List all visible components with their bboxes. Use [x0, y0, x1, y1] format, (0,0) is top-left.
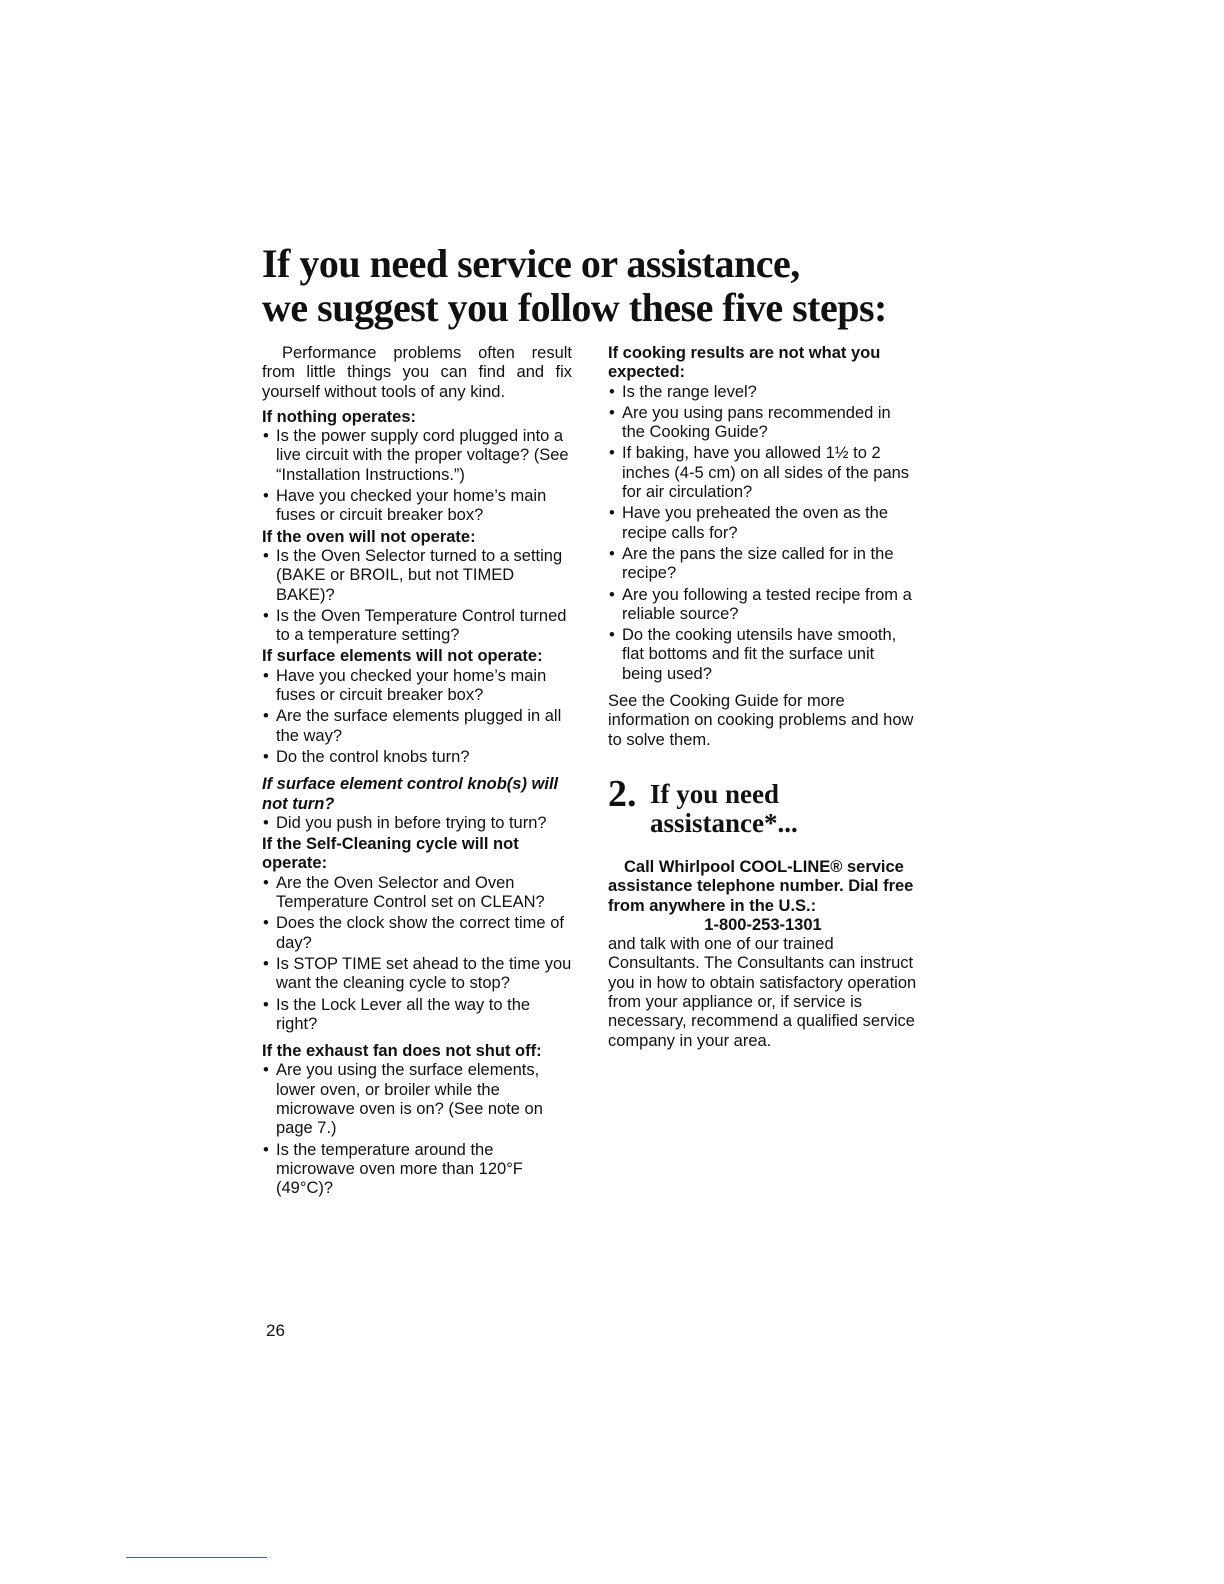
list-item: • Are the surface elements plugged in all the way?	[262, 707, 572, 746]
see-also-paragraph: See the Cooking Guide for more information on cooking problems and how to solve them.	[608, 692, 914, 749]
bullet-list	[262, 1061, 572, 1198]
section-heading: If the exhaust fan does not shut off:	[262, 1042, 542, 1061]
list-item: • Are the pans the size called for in the recipe?	[608, 545, 918, 584]
title-line-1: If you need service or assistance,	[262, 241, 800, 286]
bullet-list	[608, 383, 918, 684]
list-item: • Does the clock show the correct time of day?	[262, 914, 572, 953]
bullet-list	[262, 427, 572, 525]
list-item: • Is the Oven Temperature Control turned to a temperature setting?	[262, 607, 572, 646]
bullet-list	[262, 667, 572, 767]
footer-rule	[126, 1557, 267, 1558]
step-2-heading	[608, 772, 918, 844]
bullet-list	[262, 814, 572, 833]
section-heading: If the oven will not operate:	[262, 527, 476, 546]
assistance-paragraph: and talk with one of our trained Consultants. The Consultants can instruct you in how to obtain satisfactory operation from your appliance or, if service is necessary, recommend a qualified service company in your area.	[608, 935, 917, 1050]
section-heading: If the Self-Cleaning cycle will not operate:	[262, 835, 519, 873]
list-item: • Do the control knobs turn?	[262, 748, 572, 767]
step-title: If you need assistance*...	[650, 778, 798, 838]
cool-line-callout: Call Whirlpool COOL-LINE® service assistance telephone number. Dial free from anywhere in the U.S.:	[608, 857, 914, 915]
list-item: • Is the Oven Selector turned to a setting (BAKE or BROIL, but not TIMED BAKE)?	[262, 547, 572, 605]
intro-paragraph: Performance problems often result from little things you can find and fix yourself without tools of any kind.	[262, 344, 572, 401]
title-line-2: we suggest you follow these five steps:	[262, 285, 887, 330]
list-item: • Are the Oven Selector and Oven Temperature Control set on CLEAN?	[262, 874, 572, 913]
list-item: • Are you following a tested recipe from a reliable source?	[608, 586, 918, 625]
bullet-list	[262, 547, 572, 645]
bullet-list	[262, 874, 572, 1034]
list-item: • If baking, have you allowed 1½ to 2 inches (4-5 cm) on all sides of the pans for air circulation?	[608, 444, 918, 502]
right-column	[608, 344, 918, 1051]
list-item: • Is the power supply cord plugged into a live circuit with the proper voltage? (See “Installation Instructions.”)	[262, 427, 572, 485]
section-heading: If cooking results are not what you expected:	[608, 344, 881, 382]
list-item: • Did you push in before trying to turn?	[262, 814, 572, 833]
page-title	[262, 242, 962, 330]
list-item: • Do the cooking utensils have smooth, flat bottoms and fit the surface unit being used?	[608, 626, 918, 684]
left-column	[262, 344, 572, 1200]
list-item: • Is the range level?	[608, 383, 918, 402]
list-item: • Have you preheated the oven as the recipe calls for?	[608, 504, 918, 543]
list-item: • Is the Lock Lever all the way to the right?	[262, 996, 572, 1035]
list-item: • Are you using the surface elements, lower oven, or broiler while the microwave oven is on? (See note on page 7.)	[262, 1061, 572, 1138]
list-item: • Is STOP TIME set ahead to the time you want the cleaning cycle to stop?	[262, 955, 572, 994]
page-number: 26	[266, 1321, 285, 1340]
section-heading: If surface element control knob(s) will not turn?	[262, 775, 559, 813]
step-number: 2.	[608, 772, 637, 815]
section-heading: If nothing operates:	[262, 407, 416, 426]
list-item: • Is the temperature around the microwave oven more than 120°F (49°C)?	[262, 1141, 572, 1199]
phone-number: 1-800-253-1301	[704, 915, 822, 934]
list-item: • Have you checked your home’s main fuses or circuit breaker box?	[262, 667, 572, 706]
section-heading: If surface elements will not operate:	[262, 647, 543, 666]
list-item: • Have you checked your home’s main fuses or circuit breaker box?	[262, 487, 572, 526]
list-item: • Are you using pans recommended in the Cooking Guide?	[608, 404, 918, 443]
